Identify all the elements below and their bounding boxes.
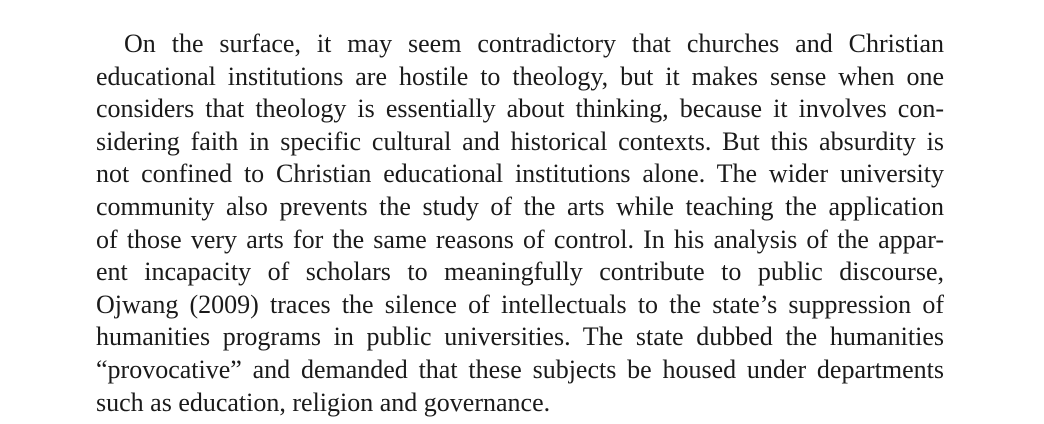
document-page (96, 28, 944, 419)
paragraph-line-9: Ojwang (2009) traces the silence of intellectuals to the state’s suppression of (96, 289, 944, 319)
paragraph-line-7: of those very arts for the same reasons of control. In his analysis of the appar- (96, 224, 944, 254)
paragraph-line-2: educational institutions are hostile to theology, but it makes sense when one (96, 61, 944, 91)
body-paragraph (96, 28, 944, 419)
paragraph-line-1: On the surface, it may seem contradictory that churches and Christian (124, 29, 944, 58)
paragraph-line-12: such as education, religion and governance. (96, 387, 551, 417)
paragraph-line-5: not confined to Christian educational institutions alone. The wider university (96, 159, 944, 189)
paragraph-line-8: ent incapacity of scholars to meaningfully contribute to public discourse, (96, 257, 944, 287)
paragraph-line-10: humanities programs in public universities. The state dubbed the humanities (96, 322, 944, 352)
paragraph-line-11: “provocative” and demanded that these subjects be housed under departments (96, 354, 944, 384)
paragraph-line-3: considers that theology is essentially about thinking, because it involves con- (96, 94, 944, 124)
paragraph-line-4: sidering faith in specific cultural and historical contexts. But this absurdity is (96, 126, 944, 156)
paragraph-line-6: community also prevents the study of the arts while teaching the application (96, 191, 944, 221)
